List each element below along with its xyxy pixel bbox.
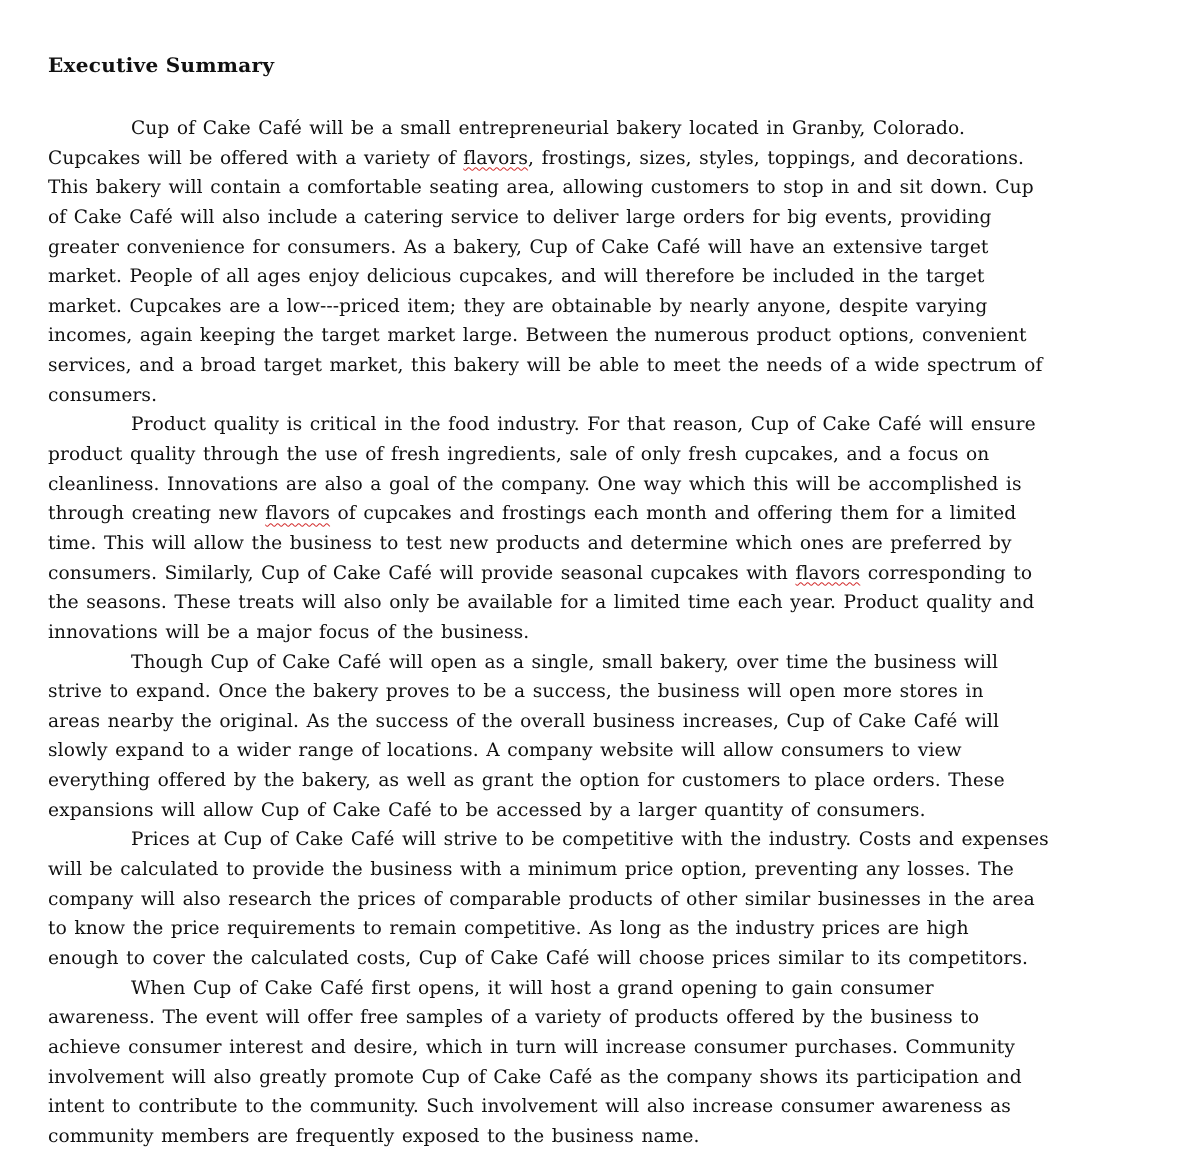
text-line xyxy=(48,440,1138,470)
text-line xyxy=(48,974,1138,1004)
text-line xyxy=(48,1063,1138,1093)
text-line xyxy=(48,677,1138,707)
text-line xyxy=(48,203,1138,233)
text-line xyxy=(48,885,1138,915)
text-segment: greater convenience for consumers. As a bakery, Cup of Cake Café will have an extensive target xyxy=(48,236,989,258)
text-line xyxy=(48,470,1138,500)
text-line xyxy=(48,944,1138,974)
text-line xyxy=(48,1092,1138,1122)
text-segment: consumers. Similarly, Cup of Cake Café will provide seasonal cupcakes with xyxy=(48,562,796,584)
text-segment: awareness. The event will offer free samples of a variety of products offered by the business to xyxy=(48,1007,980,1029)
text-segment: company will also research the prices of comparable products of other similar businesses in the area xyxy=(48,888,1035,910)
text-line xyxy=(48,410,1138,440)
text-line xyxy=(48,914,1138,944)
text-line xyxy=(48,381,1138,411)
text-segment: expansions will allow Cup of Cake Café to be accessed by a larger quantity of consumers. xyxy=(48,799,926,821)
spellcheck-flagged-word: flavors xyxy=(265,503,331,525)
text-segment: Product quality is critical in the food industry. For that reason, Cup of Cake Café will ensure xyxy=(131,414,1036,436)
text-line xyxy=(48,262,1138,292)
text-segment: to know the price requirements to remain competitive. As long as the industry prices are high xyxy=(48,918,969,940)
document-body xyxy=(48,114,1138,1151)
text-segment: corresponding to xyxy=(860,562,1033,584)
text-segment: enough to cover the calculated costs, Cup of Cake Café will choose prices similar to its competitors. xyxy=(48,947,1029,969)
text-segment: everything offered by the bakery, as well as grant the option for customers to place orders. These xyxy=(48,770,1005,792)
text-segment: intent to contribute to the community. Such involvement will also increase consumer awareness as xyxy=(48,1096,1011,1118)
text-line xyxy=(48,114,1138,144)
spellcheck-flagged-word: flavors xyxy=(795,562,861,584)
text-line xyxy=(48,707,1138,737)
text-segment: product quality through the use of fresh ingredients, sale of only fresh cupcakes, and a focus on xyxy=(48,444,990,466)
text-segment: services, and a broad target market, this bakery will be able to meet the needs of a wide spectrum of xyxy=(48,355,1043,377)
text-segment: When Cup of Cake Café first opens, it will host a grand opening to gain consumer xyxy=(131,977,934,999)
text-line xyxy=(48,618,1138,648)
text-segment: market. People of all ages enjoy delicious cupcakes, and will therefore be included in the target xyxy=(48,266,985,288)
text-segment: involvement will also greatly promote Cup of Cake Café as the company shows its participation and xyxy=(48,1066,1022,1088)
text-line xyxy=(48,588,1138,618)
text-segment: will be calculated to provide the business with a minimum price option, preventing any losses. The xyxy=(48,859,1014,881)
text-segment: cleanliness. Innovations are also a goal of the company. One way which this will be accomplished is xyxy=(48,473,1022,495)
text-segment: innovations will be a major focus of the business. xyxy=(48,621,530,643)
text-line xyxy=(48,499,1138,529)
text-segment: of Cake Café will also include a catering service to deliver large orders for big events, providing xyxy=(48,206,992,228)
text-segment: , frostings, sizes, styles, toppings, and decorations. xyxy=(528,147,1024,169)
text-line xyxy=(48,559,1138,589)
text-line xyxy=(48,351,1138,381)
text-segment: Prices at Cup of Cake Café will strive to be competitive with the industry. Costs and expenses xyxy=(131,829,1049,851)
text-segment: Though Cup of Cake Café will open as a single, small bakery, over time the business will xyxy=(131,651,999,673)
text-line xyxy=(48,1122,1138,1152)
section-heading: Executive Summary xyxy=(48,53,275,77)
text-segment: market. Cupcakes are a low---priced item; they are obtainable by nearly anyone, despite varying xyxy=(48,295,988,317)
text-segment: Cup of Cake Café will be a small entrepreneurial bakery located in Granby, Colorado. xyxy=(131,118,966,139)
text-line xyxy=(48,321,1138,351)
text-line xyxy=(48,1033,1138,1063)
text-segment: areas nearby the original. As the success of the overall business increases, Cup of Cake Café will xyxy=(48,710,999,732)
text-segment: time. This will allow the business to test new products and determine which ones are preferred by xyxy=(48,532,1012,554)
text-segment: incomes, again keeping the target market large. Between the numerous product options, convenient xyxy=(48,325,1027,347)
text-line xyxy=(48,766,1138,796)
text-line xyxy=(48,796,1138,826)
text-line xyxy=(48,736,1138,766)
text-segment: of cupcakes and frostings each month and offering them for a limited xyxy=(330,503,1017,525)
text-line xyxy=(48,1003,1138,1033)
text-segment: strive to expand. Once the bakery proves to be a success, the business will open more stores in xyxy=(48,681,984,703)
text-segment: achieve consumer interest and desire, which in turn will increase consumer purchases. Community xyxy=(48,1036,1015,1058)
text-segment: slowly expand to a wider range of locations. A company website will allow consumers to view xyxy=(48,740,962,762)
text-line xyxy=(48,855,1138,885)
text-segment: consumers. xyxy=(48,384,158,406)
text-line xyxy=(48,144,1138,174)
spellcheck-flagged-word: flavors xyxy=(463,147,529,169)
text-line xyxy=(48,292,1138,322)
text-line xyxy=(48,648,1138,678)
text-segment: the seasons. These treats will also only be available for a limited time each year. Product quality and xyxy=(48,592,1035,614)
text-segment: community members are frequently exposed to the business name. xyxy=(48,1125,700,1147)
text-line xyxy=(48,173,1138,203)
text-segment: This bakery will contain a comfortable seating area, allowing customers to stop in and sit down. Cup xyxy=(48,177,1034,199)
text-line xyxy=(48,825,1138,855)
text-segment: Cupcakes will be offered with a variety of xyxy=(48,147,464,169)
text-line xyxy=(48,529,1138,559)
text-segment: through creating new xyxy=(48,503,266,525)
text-line xyxy=(48,233,1138,263)
